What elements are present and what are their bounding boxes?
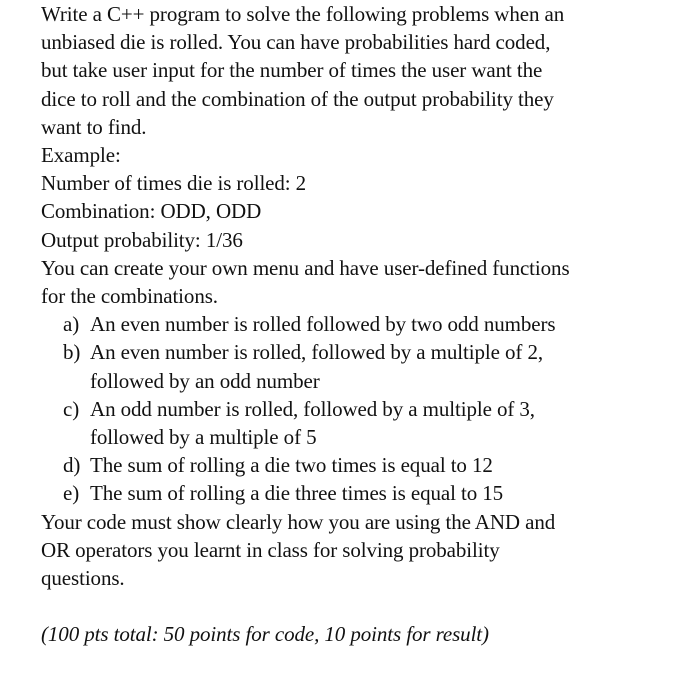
list-item-text: An even number is rolled followed by two odd numbers (90, 312, 556, 337)
list-item-text: The sum of rolling a die two times is equal to 12 (90, 453, 493, 478)
list-marker: e) (63, 481, 80, 506)
combination-list (41, 310, 671, 507)
intro-paragraph (41, 0, 671, 141)
list-item-text: The sum of rolling a die three times is equal to 15 (90, 481, 504, 506)
example-rolls: Number of times die is rolled: 2 (41, 171, 307, 196)
list-marker: a) (63, 312, 80, 337)
closing-line: questions. (41, 566, 125, 591)
menu-paragraph (41, 254, 671, 310)
closing-line: OR operators you learnt in class for solving probability (41, 537, 500, 562)
example-combination: Combination: ODD, ODD (41, 199, 262, 224)
example-block (41, 141, 671, 254)
list-marker: d) (63, 453, 81, 478)
example-heading: Example: (41, 143, 121, 168)
question-document (41, 0, 671, 648)
intro-line: dice to roll and the combination of the output probability they (41, 86, 554, 111)
list-item-text: An odd number is rolled, followed by a multiple of 3, (90, 396, 535, 421)
example-output: Output probability: 1/36 (41, 227, 243, 252)
list-item-e (41, 479, 671, 507)
intro-line: unbiased die is rolled. You can have probabilities hard coded, (41, 30, 551, 55)
list-marker: c) (63, 396, 80, 421)
points-note: (100 pts total: 50 points for code, 10 points for result) (41, 622, 489, 647)
menu-line: for the combinations. (41, 284, 218, 309)
list-item-c (41, 395, 671, 451)
list-item-a (41, 310, 671, 338)
intro-line: want to find. (41, 114, 147, 139)
list-marker: b) (63, 340, 81, 365)
intro-line: but take user input for the number of times the user want the (41, 58, 543, 83)
list-item-text: followed by a multiple of 5 (90, 425, 317, 450)
list-item-d (41, 451, 671, 479)
closing-line: Your code must show clearly how you are using the AND and (41, 509, 556, 534)
menu-line: You can create your own menu and have user-defined functions (41, 255, 570, 280)
list-item-b (41, 338, 671, 394)
closing-paragraph (41, 508, 671, 593)
list-item-text: An even number is rolled, followed by a multiple of 2, (90, 340, 544, 365)
list-item-text: followed by an odd number (90, 368, 320, 393)
intro-line: Write a C++ program to solve the following problems when an (41, 2, 565, 26)
paragraph-spacer (41, 592, 671, 620)
